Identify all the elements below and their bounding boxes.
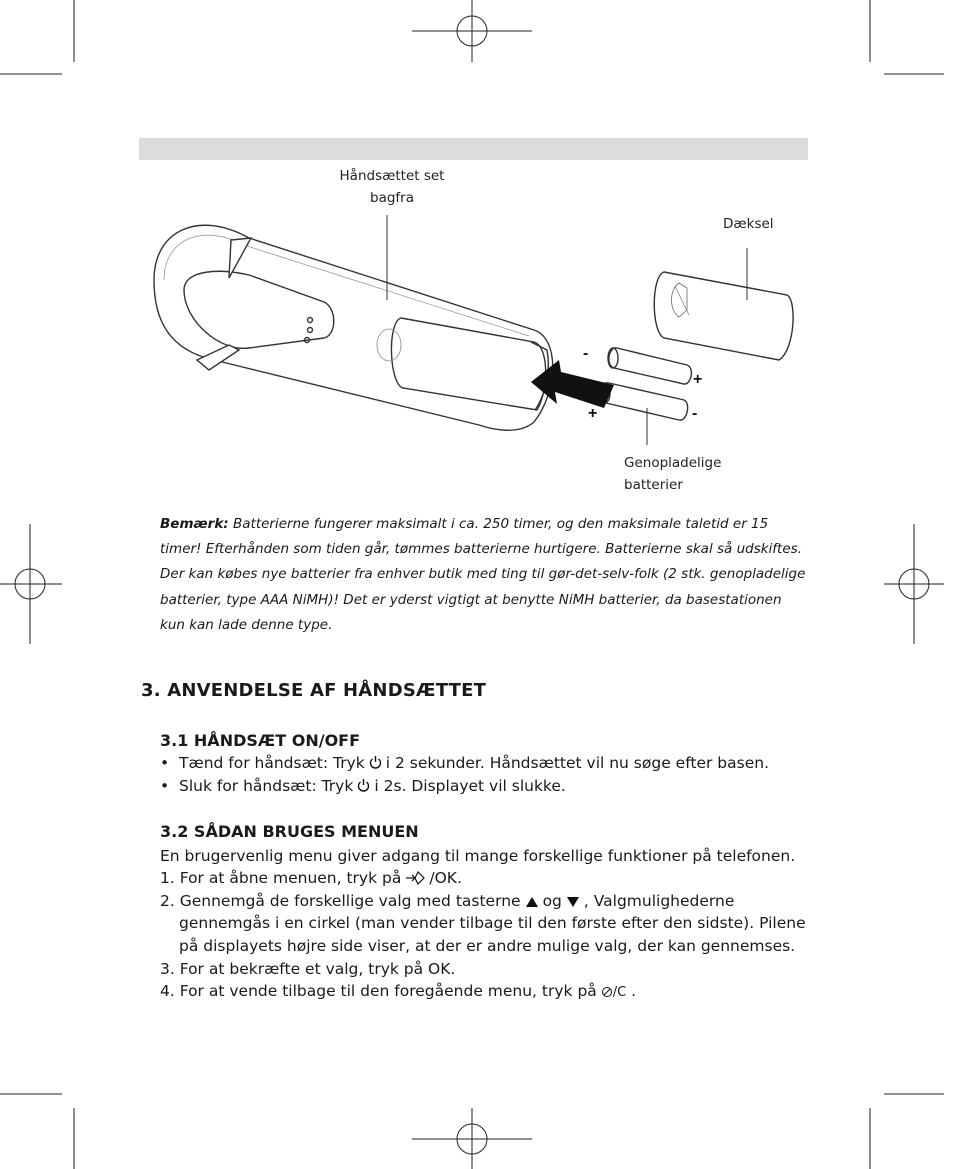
section-3-2-title: 3.2 SÅDAN BRUGES MENUEN [160, 822, 419, 841]
section-3-title: 3. ANVENDELSE AF HÅNDSÆTTET [141, 680, 487, 701]
batteries-label: Genopladelige batterier [624, 455, 722, 493]
power-icon [357, 777, 370, 800]
battery-top [609, 348, 692, 384]
menu-key-icon [405, 869, 425, 892]
menu-step-3: 3. For at bekræfte et valg, tryk på OK. [160, 960, 456, 978]
menu-step-2-line-2: gennemgås i en cirkel (man vender tilbage til den første efter den sidste). Pilene [179, 914, 806, 932]
menu-step-1: 1. For at åbne menuen, tryk på /OK. [160, 867, 462, 892]
menu-step-4: 4. For at vende tilbage til den foregående menu, tryk på /C . [160, 980, 636, 1005]
section-3-1-title: 3.1 HÅNDSÆT ON/OFF [160, 731, 361, 750]
note-label: Bemærk: [160, 516, 229, 532]
battery-cover [654, 272, 793, 360]
battery-compartment [391, 318, 545, 410]
battery-illustration [139, 160, 819, 505]
menu-step-2: 2. Gennemgå de forskellige valg med tasterne og , Valgmulighederne [160, 890, 734, 915]
power-icon [369, 754, 382, 777]
polarity-plus-bottom: + [588, 405, 598, 422]
polarity-minus-top: - [583, 345, 589, 362]
battery-bottom [601, 383, 688, 420]
polarity-minus-bottom: - [692, 405, 698, 422]
bullet-power-on: • Tænd for håndsæt: Tryk i 2 sekunder. Håndsættet vil nu søge efter basen. [160, 752, 769, 777]
handset-label: Håndsættet set bagfra [339, 168, 445, 206]
polarity-plus-top: + [693, 371, 703, 388]
menu-step-2-line-3: på displayets højre side viser, at der er andre mulige valg, der kan gennemses. [179, 937, 796, 955]
belt-clip [184, 271, 334, 348]
menu-intro: En brugervenlig menu giver adgang til mange forskellige funktioner på telefonen. [160, 847, 796, 865]
cover-label: Dæksel [723, 216, 774, 232]
bullet-power-off: • Sluk for håndsæt: Tryk i 2s. Displayet vil slukke. [160, 775, 566, 800]
back-key-icon [601, 982, 613, 1005]
battery-note: Bemærk: Batterierne fungerer maksimalt i ca. 250 timer, og den maksimale taletid er 15 timer! Efterhånden som tiden går, tømmes batterierne hurtigere. Batterierne skal så udskiftes. Der kan købes nye batterier fra enhver butik med ting til gør-det-selv-folk (2 stk. genopladelige batterier, type AAA NiMH)! Det er yderst vigtigt at benytte NiMH batterier, da basestationen kun kan lade denne type. [160, 516, 806, 633]
header-band [139, 138, 808, 160]
